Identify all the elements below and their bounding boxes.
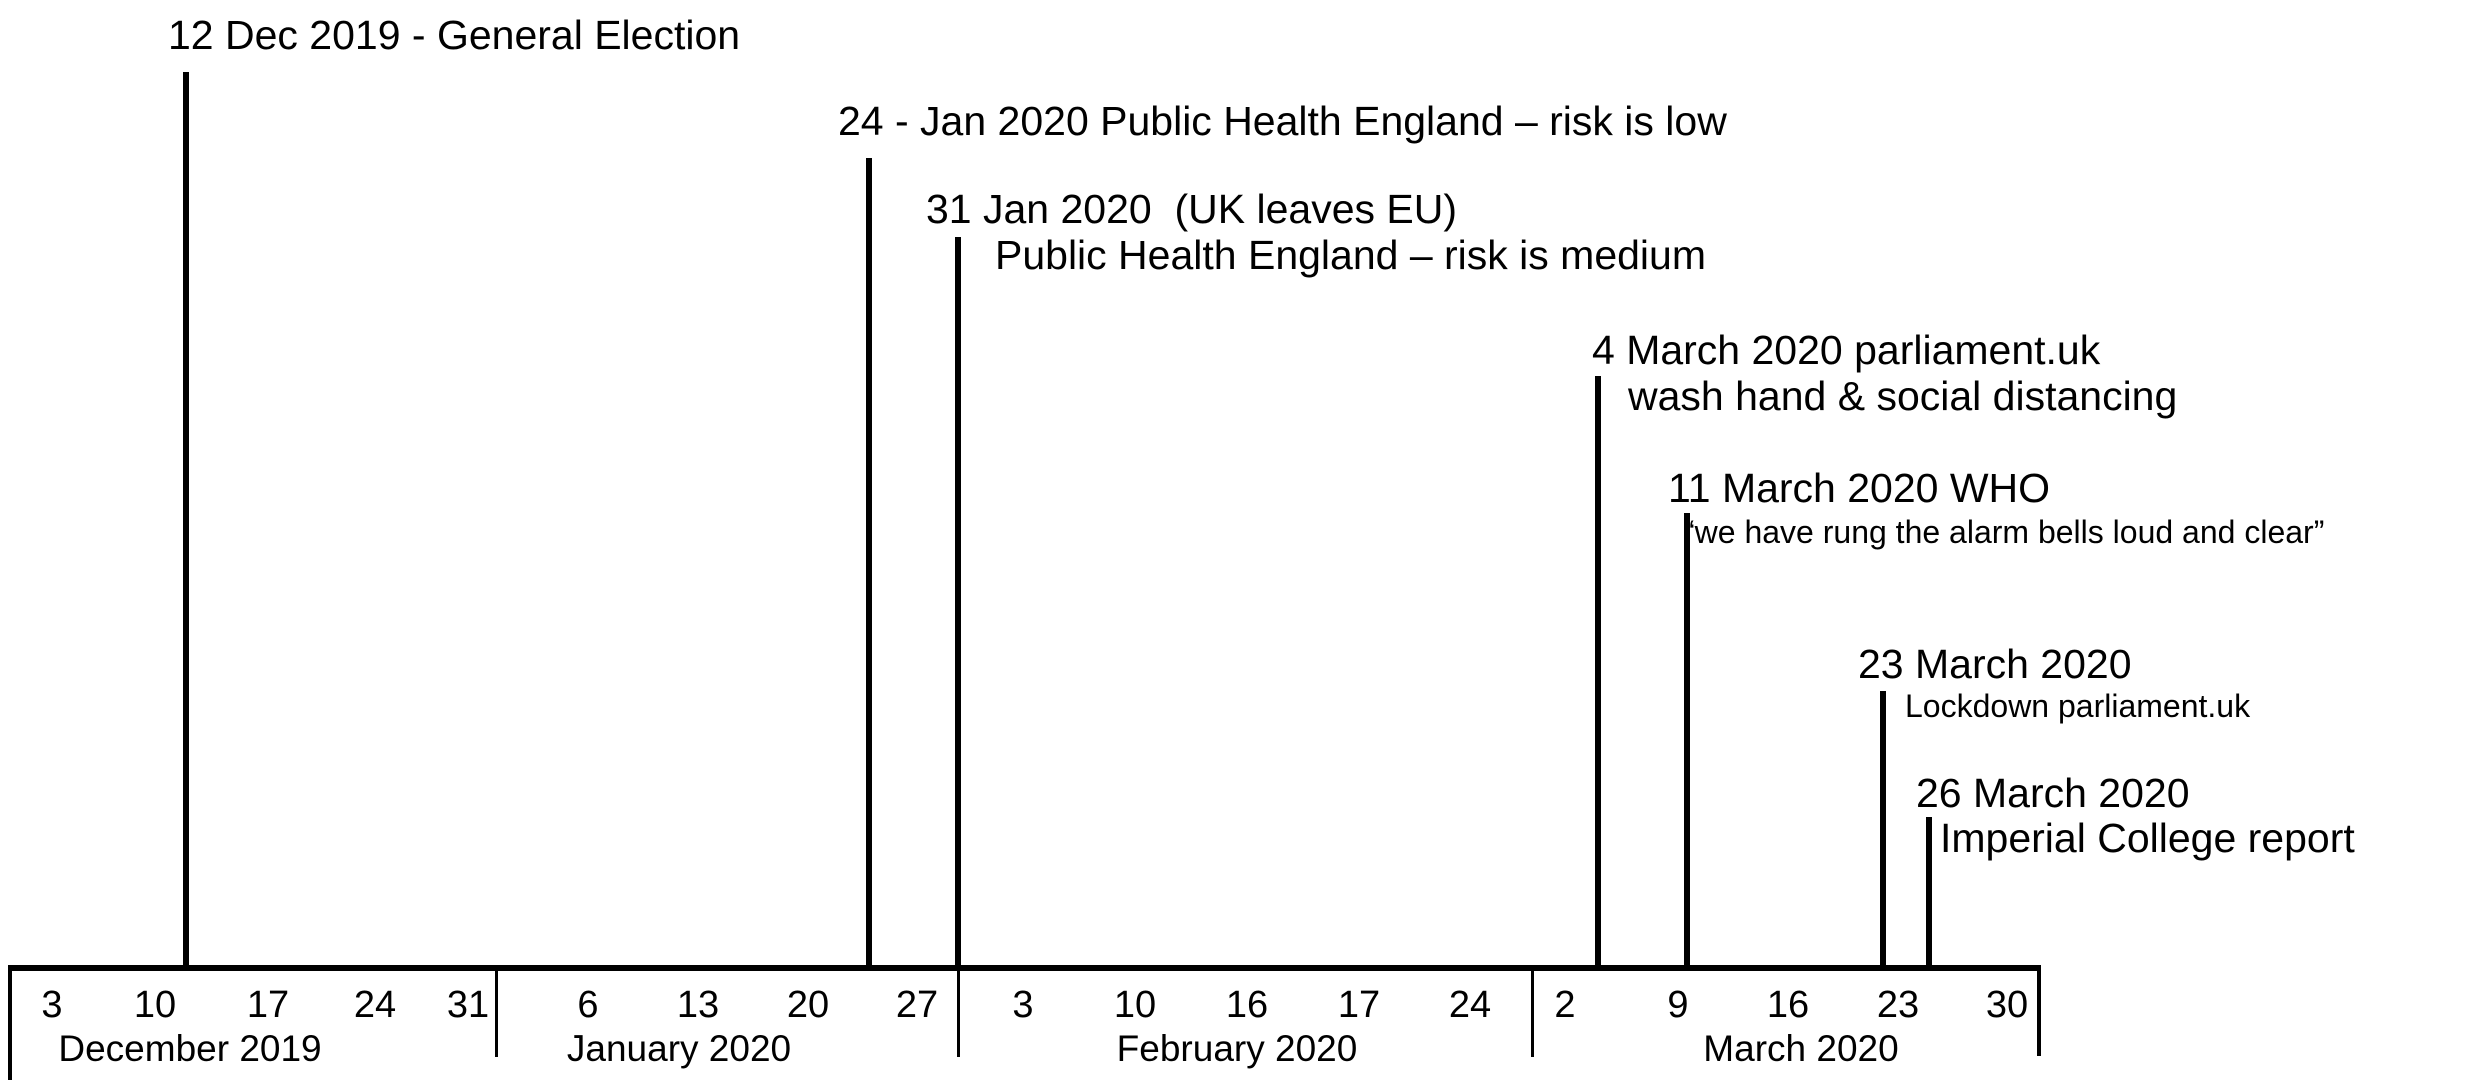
tick-label-march-23: 23 bbox=[1876, 984, 1920, 1026]
month-label-december: December 2019 bbox=[58, 1028, 322, 1069]
tick-label-march-9: 9 bbox=[1667, 984, 1689, 1026]
event-line-lockdown bbox=[1880, 691, 1886, 969]
tick-label-january-6: 6 bbox=[577, 984, 599, 1026]
axis-right-border bbox=[2037, 965, 2041, 1056]
month-label-february: February 2020 bbox=[1116, 1028, 1358, 1069]
tick-label-january-20: 20 bbox=[786, 984, 830, 1026]
month-label-january: January 2020 bbox=[566, 1028, 792, 1069]
tick-label-december-3: 3 bbox=[41, 984, 63, 1026]
tick-label-december-10: 10 bbox=[133, 984, 177, 1026]
event-label-lockdown-line1: 23 March 2020 bbox=[1858, 641, 2132, 687]
event-label-who-alarm-bells-line1: 11 March 2020 WHO bbox=[1668, 465, 2051, 511]
tick-label-february-17: 17 bbox=[1337, 984, 1381, 1026]
event-label-parliament-wash-hands-social-distancing-line1: 4 March 2020 parliament.uk bbox=[1592, 327, 2101, 373]
tick-label-december-17: 17 bbox=[246, 984, 290, 1026]
event-line-parliament-wash-hands-social-distancing bbox=[1595, 376, 1601, 969]
event-label-imperial-college-report-line1: 26 March 2020 bbox=[1916, 770, 2190, 816]
axis-left-border bbox=[8, 965, 12, 1080]
tick-label-december-24: 24 bbox=[353, 984, 397, 1026]
month-label-march: March 2020 bbox=[1703, 1028, 1899, 1069]
event-label-lockdown-line2: Lockdown parliament.uk bbox=[1905, 688, 2251, 724]
event-line-who-alarm-bells bbox=[1684, 513, 1690, 969]
tick-label-february-16: 16 bbox=[1225, 984, 1269, 1026]
event-line-imperial-college-report bbox=[1926, 817, 1932, 969]
axis-line bbox=[8, 965, 2040, 971]
tick-label-january-27: 27 bbox=[895, 984, 939, 1026]
event-label-who-alarm-bells-line2: “we have rung the alarm bells loud and clear” bbox=[1684, 514, 2325, 550]
tick-label-march-16: 16 bbox=[1766, 984, 1810, 1026]
month-separator-1 bbox=[495, 971, 498, 1057]
month-separator-3 bbox=[1531, 971, 1534, 1057]
tick-label-december-31: 31 bbox=[446, 984, 490, 1026]
tick-label-march-30: 30 bbox=[1985, 984, 2029, 1026]
tick-label-march-2: 2 bbox=[1554, 984, 1576, 1026]
tick-label-january-13: 13 bbox=[676, 984, 720, 1026]
event-label-imperial-college-report-line2: Imperial College report bbox=[1940, 815, 2355, 861]
tick-label-february-3: 3 bbox=[1012, 984, 1034, 1026]
event-line-general-election bbox=[183, 72, 189, 969]
event-label-uk-leaves-eu-phe-risk-medium-line2: Public Health England – risk is medium bbox=[995, 232, 1706, 278]
event-line-uk-leaves-eu-phe-risk-medium bbox=[955, 237, 961, 969]
event-label-parliament-wash-hands-social-distancing-line2: wash hand & social distancing bbox=[1628, 373, 2178, 419]
event-label-phe-risk-low-line1: 24 - Jan 2020 Public Health England – risk is low bbox=[838, 98, 1727, 144]
month-separator-2 bbox=[957, 971, 960, 1057]
event-line-phe-risk-low bbox=[866, 158, 872, 969]
tick-label-february-24: 24 bbox=[1448, 984, 1492, 1026]
tick-label-february-10: 10 bbox=[1113, 984, 1157, 1026]
event-label-uk-leaves-eu-phe-risk-medium-line1: 31 Jan 2020 (UK leaves EU) bbox=[926, 186, 1457, 232]
event-label-general-election-line1: 12 Dec 2019 - General Election bbox=[168, 12, 741, 58]
